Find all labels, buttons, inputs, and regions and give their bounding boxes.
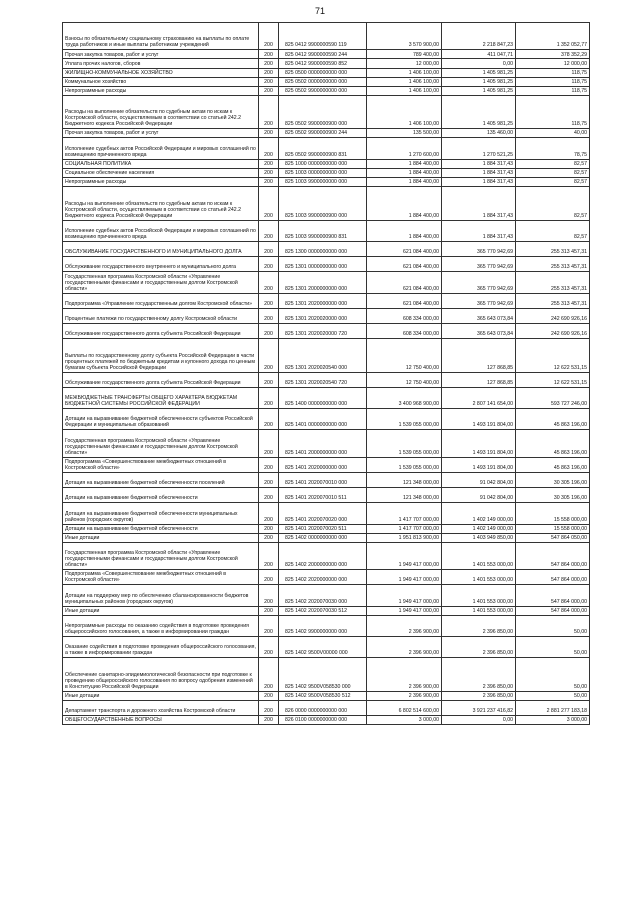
table-row: [63, 168, 590, 177]
row-classification: 825 1301 2020020540 000: [279, 339, 367, 373]
row-approved-amount: 1 406 100,00: [367, 86, 442, 95]
row-name: Дотация на выравнивание бюджетной обеспеченности муниципальных районов (городских округов): [63, 503, 259, 524]
table-row: [63, 323, 590, 338]
row-name: Обслуживание государственного долга субъекта Российской Федерации: [63, 372, 259, 387]
row-name: Дотации на поддержку мер по обеспечению сбалансированности бюджетов муниципальных районов (городских округов): [63, 585, 259, 606]
row-approved-amount: 1 884 400,00: [367, 187, 442, 221]
row-executed-amount: 1 401 553 000,00: [442, 570, 516, 585]
row-executed-amount: 411 047,71: [442, 50, 516, 59]
row-classification: 825 0412 9900000590 852: [279, 59, 367, 68]
row-executed-amount: 1 402 149 000,00: [442, 524, 516, 533]
row-code: 200: [259, 716, 279, 725]
row-classification: 825 1400 0000000000 000: [279, 387, 367, 408]
row-classification: 825 1301 0000000000 000: [279, 257, 367, 272]
row-classification: 825 1003 9900000000 000: [279, 177, 367, 186]
row-code: 200: [259, 187, 279, 221]
row-executed-amount: 2 396 850,00: [442, 637, 516, 658]
row-approved-amount: 3 400 968 900,00: [367, 387, 442, 408]
row-unexecuted-amount: 118,75: [516, 86, 590, 95]
table-row: [63, 488, 590, 503]
row-classification: 825 1402 2020070030 000: [279, 585, 367, 606]
row-approved-amount: 2 396 900,00: [367, 615, 442, 636]
row-classification: 825 1301 2020020000 720: [279, 323, 367, 338]
row-executed-amount: 1 493 191 804,00: [442, 409, 516, 430]
row-name: Иные дотации: [63, 533, 259, 542]
table-row: [63, 308, 590, 323]
page-number: 71: [314, 6, 325, 16]
row-classification: 825 0502 9900000000 000: [279, 86, 367, 95]
row-executed-amount: 3 921 237 416,82: [442, 700, 516, 715]
row-name: ОБЩЕГОСУДАРСТВЕННЫЕ ВОПРОСЫ: [63, 716, 259, 725]
row-approved-amount: 1 539 055 000,00: [367, 409, 442, 430]
row-unexecuted-amount: 2 881 277 183,18: [516, 700, 590, 715]
row-unexecuted-amount: 547 864 000,00: [516, 570, 590, 585]
row-executed-amount: 365 770 942,69: [442, 241, 516, 256]
row-name: Расходы на выполнение обязательств по судебным актам по искам к Костромской области, осуществляемым в соответствии со статьей 242.2 Бюджетного кодекса Российской Федерации: [63, 95, 259, 129]
row-executed-amount: 1 403 949 850,00: [442, 533, 516, 542]
row-executed-amount: 365 770 942,69: [442, 272, 516, 293]
table-row: [63, 293, 590, 308]
row-executed-amount: 127 868,85: [442, 372, 516, 387]
row-executed-amount: 1 405 981,25: [442, 68, 516, 77]
row-code: 200: [259, 23, 279, 50]
row-name: СОЦИАЛЬНАЯ ПОЛИТИКА: [63, 159, 259, 168]
table-row: [63, 409, 590, 430]
row-approved-amount: 2 396 900,00: [367, 691, 442, 700]
row-unexecuted-amount: 378 352,29: [516, 50, 590, 59]
row-unexecuted-amount: 12 000,00: [516, 59, 590, 68]
row-classification: 825 1402 2020070030 512: [279, 606, 367, 615]
table-row: [63, 430, 590, 457]
row-name: Дотации на выравнивание бюджетной обеспеченности: [63, 488, 259, 503]
row-code: 200: [259, 372, 279, 387]
table-row: [63, 95, 590, 129]
row-code: 200: [259, 503, 279, 524]
row-code: 200: [259, 533, 279, 542]
row-code: 200: [259, 387, 279, 408]
row-executed-amount: 2 807 141 654,00: [442, 387, 516, 408]
row-approved-amount: 1 884 400,00: [367, 159, 442, 168]
row-name: Непрограммные расходы по оказанию содействия в подготовке проведения общероссийского голосования, а также в информировании граждан: [63, 615, 259, 636]
row-name: Подпрограмма «Управление государственным долгом Костромской области»: [63, 293, 259, 308]
row-unexecuted-amount: 30 305 196,00: [516, 488, 590, 503]
row-approved-amount: 608 334 000,00: [367, 323, 442, 338]
row-name: Прочая закупка товаров, работ и услуг: [63, 129, 259, 138]
row-code: 200: [259, 257, 279, 272]
row-unexecuted-amount: 255 313 457,31: [516, 257, 590, 272]
row-executed-amount: 1 405 981,25: [442, 95, 516, 129]
row-approved-amount: 121 348 000,00: [367, 472, 442, 487]
row-code: 200: [259, 323, 279, 338]
row-approved-amount: 1 406 100,00: [367, 77, 442, 86]
row-approved-amount: 12 000,00: [367, 59, 442, 68]
row-approved-amount: 1 539 055 000,00: [367, 430, 442, 457]
table-row: [63, 457, 590, 472]
row-classification: 825 1401 2020070020 511: [279, 524, 367, 533]
row-unexecuted-amount: 82,57: [516, 168, 590, 177]
row-approved-amount: 1 949 417 000,00: [367, 606, 442, 615]
row-unexecuted-amount: 45 863 196,00: [516, 457, 590, 472]
table-row: [63, 637, 590, 658]
row-name: Прочая закупка товаров, работ и услуг: [63, 50, 259, 59]
row-classification: 825 0502 0000000000 000: [279, 77, 367, 86]
row-code: 200: [259, 168, 279, 177]
row-code: 200: [259, 272, 279, 293]
row-name: Иные дотации: [63, 691, 259, 700]
row-code: 200: [259, 138, 279, 159]
row-approved-amount: 1 406 100,00: [367, 95, 442, 129]
row-code: 200: [259, 524, 279, 533]
row-unexecuted-amount: 82,57: [516, 220, 590, 241]
row-code: 200: [259, 585, 279, 606]
row-approved-amount: 3 570 900,00: [367, 23, 442, 50]
table-row: [63, 716, 590, 725]
row-code: 200: [259, 409, 279, 430]
row-executed-amount: 1 405 981,25: [442, 77, 516, 86]
row-name: Выплаты по государственному долгу субъекта Российской Федерации в части процентных платежей по бюджетным кредитам и купонного дохода по ценным бумагам субъекта Российской Федерации: [63, 339, 259, 373]
row-unexecuted-amount: 12 622 531,15: [516, 372, 590, 387]
row-approved-amount: 789 400,00: [367, 50, 442, 59]
row-code: 200: [259, 293, 279, 308]
row-classification: 825 1401 2020070020 000: [279, 503, 367, 524]
table-row: [63, 220, 590, 241]
row-executed-amount: 1 884 317,43: [442, 177, 516, 186]
row-classification: 825 1401 2000000000 000: [279, 430, 367, 457]
row-classification: 825 1301 2020000000 000: [279, 293, 367, 308]
row-name: Взносы по обязательному социальному страхованию на выплаты по оплате труда работников и иные выплаты работникам учреждений: [63, 23, 259, 50]
row-unexecuted-amount: 1 352 052,77: [516, 23, 590, 50]
row-approved-amount: 1 949 417 000,00: [367, 585, 442, 606]
row-code: 200: [259, 457, 279, 472]
table-row: [63, 658, 590, 692]
row-classification: 825 1401 2020070010 000: [279, 472, 367, 487]
row-executed-amount: 1 884 317,43: [442, 159, 516, 168]
row-code: 200: [259, 488, 279, 503]
row-approved-amount: 621 084 400,00: [367, 241, 442, 256]
row-unexecuted-amount: 82,57: [516, 187, 590, 221]
row-code: 200: [259, 615, 279, 636]
table-row: [63, 691, 590, 700]
row-approved-amount: 6 802 514 600,00: [367, 700, 442, 715]
row-approved-amount: 1 951 813 900,00: [367, 533, 442, 542]
row-unexecuted-amount: 82,57: [516, 159, 590, 168]
row-name: Подпрограмма «Совершенствование межбюджетных отношений в Костромской области»: [63, 570, 259, 585]
table-row: [63, 372, 590, 387]
row-unexecuted-amount: 50,00: [516, 658, 590, 692]
row-approved-amount: 2 396 900,00: [367, 637, 442, 658]
row-approved-amount: 1 417 707 000,00: [367, 503, 442, 524]
row-code: 200: [259, 700, 279, 715]
table-row: [63, 177, 590, 186]
row-name: Процентные платежи по государственному долгу Костромской области: [63, 308, 259, 323]
row-approved-amount: 1 539 055 000,00: [367, 457, 442, 472]
row-classification: 825 1402 2020000000 000: [279, 570, 367, 585]
row-classification: 825 1003 9900000900 831: [279, 220, 367, 241]
row-classification: 825 1402 9500V00000 000: [279, 637, 367, 658]
table-row: [63, 339, 590, 373]
row-executed-amount: 91 042 804,00: [442, 488, 516, 503]
row-name: Государственная программа Костромской области «Управление государственными финансами и государственным долгом Костромской области»: [63, 542, 259, 569]
row-executed-amount: 2 218 847,23: [442, 23, 516, 50]
row-name: Непрограммные расходы: [63, 177, 259, 186]
row-name: Обеспечение санитарно-эпидемиологической безопасности при подготовке к проведению общероссийского голосования по вопросу одобрения изменений в Конституцию Российской Федерации: [63, 658, 259, 692]
row-executed-amount: 0,00: [442, 59, 516, 68]
row-executed-amount: 365 770 942,69: [442, 257, 516, 272]
row-approved-amount: 1 406 100,00: [367, 68, 442, 77]
row-name: Государственная программа Костромской области «Управление государственными финансами и государственным долгом Костромской области»: [63, 272, 259, 293]
row-name: ЖИЛИЩНО-КОММУНАЛЬНОЕ ХОЗЯЙСТВО: [63, 68, 259, 77]
row-unexecuted-amount: 12 622 531,15: [516, 339, 590, 373]
table-row: [63, 59, 590, 68]
table-row: [63, 503, 590, 524]
row-code: 200: [259, 95, 279, 129]
row-name: Департамент транспорта и дорожного хозяйства Костромской области: [63, 700, 259, 715]
row-approved-amount: 2 396 900,00: [367, 658, 442, 692]
row-unexecuted-amount: 3 000,00: [516, 716, 590, 725]
row-name: Обслуживание государственного долга субъекта Российской Федерации: [63, 323, 259, 338]
row-name: Коммунальное хозяйство: [63, 77, 259, 86]
row-classification: 825 0500 0000000000 000: [279, 68, 367, 77]
row-unexecuted-amount: 255 313 457,31: [516, 272, 590, 293]
row-executed-amount: 2 396 850,00: [442, 615, 516, 636]
row-executed-amount: 1 402 149 000,00: [442, 503, 516, 524]
row-code: 200: [259, 68, 279, 77]
row-approved-amount: 1 270 600,00: [367, 138, 442, 159]
row-name: Обслуживание государственного внутреннего и муниципального долга: [63, 257, 259, 272]
row-unexecuted-amount: 547 864 000,00: [516, 542, 590, 569]
row-approved-amount: 3 000,00: [367, 716, 442, 725]
row-classification: 825 1402 9500V058530 000: [279, 658, 367, 692]
row-unexecuted-amount: 255 313 457,31: [516, 241, 590, 256]
row-classification: 825 1003 9900000900 000: [279, 187, 367, 221]
row-name: Подпрограмма «Совершенствование межбюджетных отношений в Костромской области»: [63, 457, 259, 472]
row-approved-amount: 1 417 707 000,00: [367, 524, 442, 533]
row-name: ОБСЛУЖИВАНИЕ ГОСУДАРСТВЕННОГО И МУНИЦИПАЛЬНОГО ДОЛГА: [63, 241, 259, 256]
row-classification: 825 1000 0000000000 000: [279, 159, 367, 168]
row-code: 200: [259, 430, 279, 457]
row-code: 200: [259, 658, 279, 692]
row-code: 200: [259, 50, 279, 59]
row-classification: 825 1301 2020020540 720: [279, 372, 367, 387]
row-name: Оказание содействия в подготовке проведения общероссийского голосования, а также в информировании граждан: [63, 637, 259, 658]
row-unexecuted-amount: 593 727 246,00: [516, 387, 590, 408]
row-unexecuted-amount: 78,75: [516, 138, 590, 159]
table-row: [63, 700, 590, 715]
table-row: [63, 23, 590, 50]
row-code: 200: [259, 241, 279, 256]
row-executed-amount: 2 396 850,00: [442, 691, 516, 700]
row-code: 200: [259, 177, 279, 186]
row-approved-amount: 1 949 417 000,00: [367, 542, 442, 569]
row-approved-amount: 1 884 400,00: [367, 177, 442, 186]
row-approved-amount: 12 750 400,00: [367, 339, 442, 373]
row-unexecuted-amount: 30 305 196,00: [516, 472, 590, 487]
row-code: 200: [259, 308, 279, 323]
row-name: Государственная программа Костромской области «Управление государственными финансами и государственным долгом Костромской области»: [63, 430, 259, 457]
table-row: [63, 50, 590, 59]
table-row: [63, 585, 590, 606]
table-row: [63, 129, 590, 138]
row-approved-amount: 608 334 000,00: [367, 308, 442, 323]
row-approved-amount: 1 884 400,00: [367, 220, 442, 241]
table-row: [63, 472, 590, 487]
row-executed-amount: 1 401 553 000,00: [442, 585, 516, 606]
row-classification: 825 1401 2020000000 000: [279, 457, 367, 472]
table-row: [63, 606, 590, 615]
table-row: [63, 77, 590, 86]
table-row: [63, 533, 590, 542]
row-classification: 825 1301 2000000000 000: [279, 272, 367, 293]
row-executed-amount: 1 401 553 000,00: [442, 606, 516, 615]
row-unexecuted-amount: 82,57: [516, 177, 590, 186]
row-executed-amount: 127 868,85: [442, 339, 516, 373]
row-executed-amount: 2 396 850,00: [442, 658, 516, 692]
row-approved-amount: 1 949 417 000,00: [367, 570, 442, 585]
table-row: [63, 570, 590, 585]
row-approved-amount: 621 084 400,00: [367, 293, 442, 308]
row-name: МЕЖБЮДЖЕТНЫЕ ТРАНСФЕРТЫ ОБЩЕГО ХАРАКТЕРА БЮДЖЕТАМ БЮДЖЕТНОЙ СИСТЕМЫ РОССИЙСКОЙ ФЕДЕРАЦИИ: [63, 387, 259, 408]
row-classification: 825 1401 2020070010 511: [279, 488, 367, 503]
row-unexecuted-amount: 50,00: [516, 691, 590, 700]
row-code: 200: [259, 77, 279, 86]
table-row: [63, 86, 590, 95]
row-executed-amount: 135 460,00: [442, 129, 516, 138]
row-unexecuted-amount: 50,00: [516, 637, 590, 658]
row-name: Непрограммные расходы: [63, 86, 259, 95]
table-row: [63, 187, 590, 221]
row-name: Исполнение судебных актов Российской Федерации и мировых соглашений по возмещению причиненного вреда: [63, 220, 259, 241]
budget-table: [62, 22, 590, 725]
row-approved-amount: 621 084 400,00: [367, 257, 442, 272]
row-code: 200: [259, 59, 279, 68]
row-classification: 825 1402 0000000000 000: [279, 533, 367, 542]
table-row: [63, 524, 590, 533]
table-row: [63, 138, 590, 159]
table-row: [63, 257, 590, 272]
row-code: 200: [259, 637, 279, 658]
row-classification: 826 0000 0000000000 000: [279, 700, 367, 715]
row-approved-amount: 1 884 400,00: [367, 168, 442, 177]
row-executed-amount: 1 884 317,43: [442, 220, 516, 241]
row-classification: 825 1003 0000000000 000: [279, 168, 367, 177]
budget-table-body: [63, 23, 590, 725]
row-code: 200: [259, 542, 279, 569]
row-unexecuted-amount: 255 313 457,31: [516, 293, 590, 308]
row-classification: 825 0412 9900000590 244: [279, 50, 367, 59]
table-row: [63, 68, 590, 77]
row-approved-amount: 621 084 400,00: [367, 272, 442, 293]
row-classification: 825 1402 2000000000 000: [279, 542, 367, 569]
row-executed-amount: 1 405 981,25: [442, 86, 516, 95]
row-executed-amount: 365 770 942,69: [442, 293, 516, 308]
row-unexecuted-amount: 45 863 196,00: [516, 430, 590, 457]
row-code: 200: [259, 691, 279, 700]
row-code: 200: [259, 606, 279, 615]
row-unexecuted-amount: 118,75: [516, 95, 590, 129]
row-approved-amount: 12 750 400,00: [367, 372, 442, 387]
row-name: Иные дотации: [63, 606, 259, 615]
row-executed-amount: 365 643 073,84: [442, 323, 516, 338]
row-classification: 826 0100 0000000000 000: [279, 716, 367, 725]
row-executed-amount: 1 270 521,25: [442, 138, 516, 159]
row-unexecuted-amount: 547 864 000,00: [516, 606, 590, 615]
row-code: 200: [259, 220, 279, 241]
row-unexecuted-amount: 45 863 196,00: [516, 409, 590, 430]
row-code: 200: [259, 129, 279, 138]
row-classification: 825 1301 2020020000 000: [279, 308, 367, 323]
table-row: [63, 542, 590, 569]
row-executed-amount: 1 884 317,43: [442, 187, 516, 221]
row-executed-amount: 1 493 191 804,00: [442, 430, 516, 457]
row-executed-amount: 1 884 317,43: [442, 168, 516, 177]
table-row: [63, 272, 590, 293]
row-classification: 825 1402 9500V058530 512: [279, 691, 367, 700]
row-executed-amount: 365 643 073,84: [442, 308, 516, 323]
row-name: Уплата прочих налогов, сборов: [63, 59, 259, 68]
row-classification: 825 0502 9900000900 244: [279, 129, 367, 138]
row-unexecuted-amount: 547 864 000,00: [516, 585, 590, 606]
table-row: [63, 615, 590, 636]
row-executed-amount: 91 042 804,00: [442, 472, 516, 487]
row-unexecuted-amount: 15 558 000,00: [516, 503, 590, 524]
table-row: [63, 387, 590, 408]
row-classification: 825 0502 9900000900 831: [279, 138, 367, 159]
row-code: 200: [259, 339, 279, 373]
row-name: Дотации на выравнивание бюджетной обеспеченности субъектов Российской Федерации и муниципальных образований: [63, 409, 259, 430]
row-unexecuted-amount: 242 690 926,16: [516, 308, 590, 323]
row-name: Дотации на выравнивание бюджетной обеспеченности: [63, 524, 259, 533]
row-code: 200: [259, 159, 279, 168]
row-classification: 825 0412 9900000590 119: [279, 23, 367, 50]
row-unexecuted-amount: 242 690 926,16: [516, 323, 590, 338]
row-approved-amount: 135 500,00: [367, 129, 442, 138]
row-unexecuted-amount: 118,75: [516, 68, 590, 77]
row-unexecuted-amount: 15 558 000,00: [516, 524, 590, 533]
row-classification: 825 0502 9900000900 000: [279, 95, 367, 129]
table-row: [63, 241, 590, 256]
table-row: [63, 159, 590, 168]
row-name: Расходы на выполнение обязательств по судебным актам по искам к Костромской области, осуществляемым в соответствии со статьей 242.2 Бюджетного кодекса Российской Федерации: [63, 187, 259, 221]
row-executed-amount: 1 401 553 000,00: [442, 542, 516, 569]
row-name: Исполнение судебных актов Российской Федерации и мировых соглашений по возмещению причиненного вреда: [63, 138, 259, 159]
row-code: 200: [259, 472, 279, 487]
row-name: Социальное обеспечение населения: [63, 168, 259, 177]
row-classification: 825 1300 0000000000 000: [279, 241, 367, 256]
row-name: Дотация на выравнивание бюджетной обеспеченности поселений: [63, 472, 259, 487]
row-executed-amount: 0,00: [442, 716, 516, 725]
row-classification: 825 1402 9900000000 000: [279, 615, 367, 636]
row-classification: 825 1401 0000000000 000: [279, 409, 367, 430]
row-approved-amount: 121 348 000,00: [367, 488, 442, 503]
row-code: 200: [259, 570, 279, 585]
row-code: 200: [259, 86, 279, 95]
row-executed-amount: 1 493 191 804,00: [442, 457, 516, 472]
row-unexecuted-amount: 40,00: [516, 129, 590, 138]
row-unexecuted-amount: 547 864 050,00: [516, 533, 590, 542]
row-unexecuted-amount: 50,00: [516, 615, 590, 636]
row-unexecuted-amount: 118,75: [516, 77, 590, 86]
